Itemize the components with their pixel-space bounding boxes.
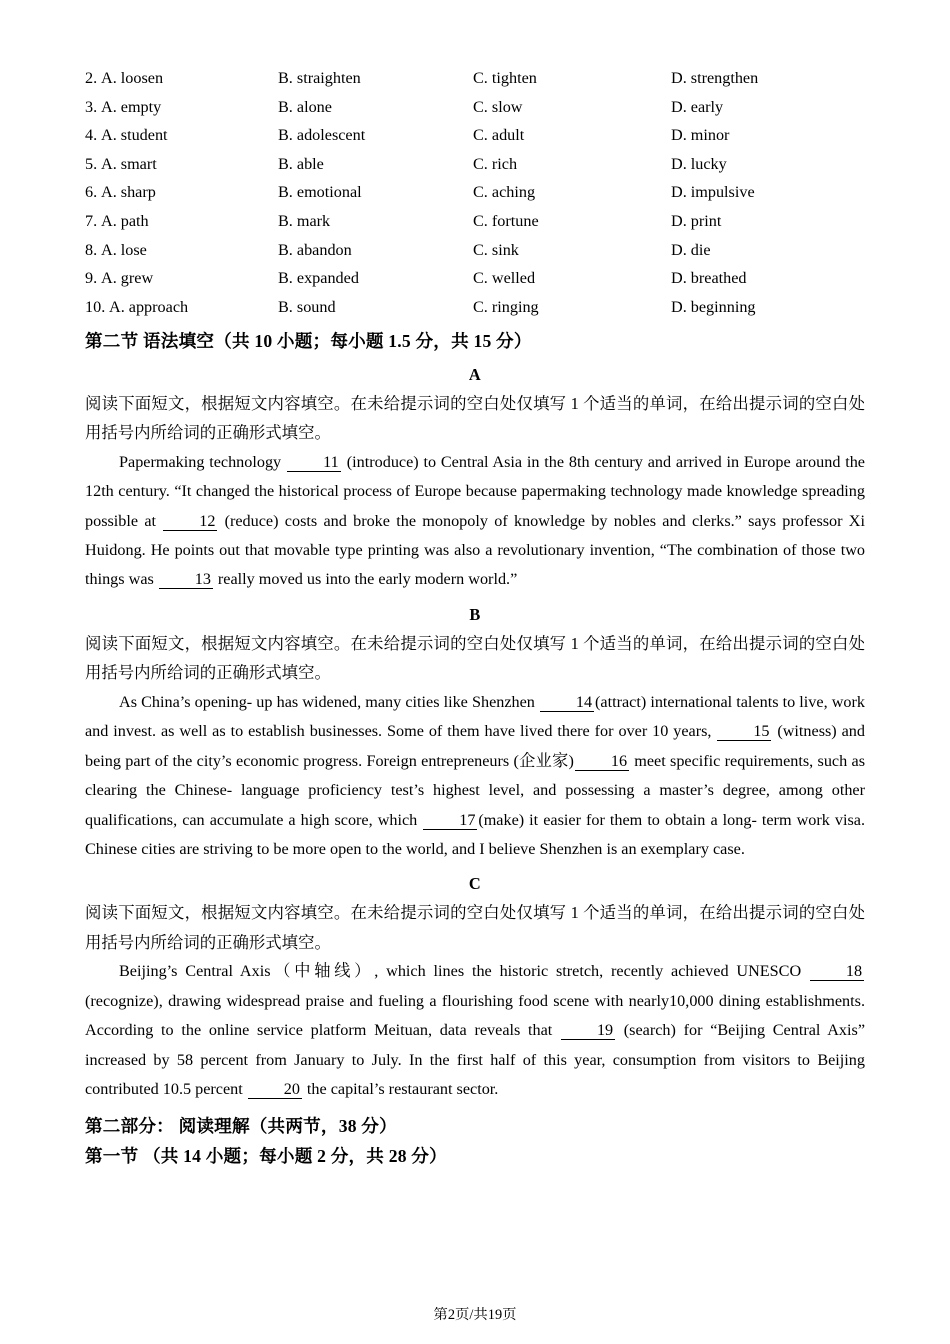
passage-c-part1: Beijing’s Central Axis（中轴线）, which lines the historic stretch, recently achieved UNESCO [119, 962, 809, 981]
part-two-subheading: 第一节 （共 14 小题；每小题 2 分，共 28 分） [85, 1145, 447, 1166]
choice-a-text: A. sharp [101, 183, 156, 202]
passage-letter-c: C [468, 874, 482, 894]
passage-b-part4: meet specific requirements, such as clearing the Chinese- language proficiency test’s highest level, and possessing a master’s degree, among other qualifications, can accumulate a high score, which [85, 751, 865, 829]
page-number-label: 第2页/共19页 [433, 1307, 517, 1323]
passage-letter-a: A [468, 364, 482, 384]
instruction-c: 阅读下面短文，根据短文内容填空。在未给提示词的空白处仅填写 1 个适当的单词，在给出提示词的空白处用括号内所给词的正确形式填空。 [85, 903, 865, 952]
choice-b: B. mark [278, 211, 331, 230]
choice-a: 3. [85, 97, 98, 116]
passage-a-part2: (introduce) to Central Asia in the 8th century and arrived in Europe around the 12th century. “It changed the historical process of Europe because papermaking technology made knowledge spreading possible at [85, 452, 865, 530]
table-row [85, 264, 865, 293]
choice-c: C. tighten [473, 69, 537, 87]
choice-a-text: A. empty [101, 97, 162, 116]
table-row [85, 93, 865, 122]
table-row [85, 150, 865, 179]
table-row [85, 293, 865, 322]
choice-c: C. ringing [473, 297, 539, 316]
choice-d: D. print [671, 211, 722, 230]
instruction-a: 阅读下面短文，根据短文内容填空。在未给提示词的空白处仅填写 1 个适当的单词，在给出提示词的空白处用括号内所给词的正确形式填空。 [85, 393, 865, 443]
choice-d: D. impulsive [671, 183, 755, 202]
choice-b: B. abandon [278, 240, 352, 259]
choice-b: B. sound [278, 297, 336, 316]
choice-b: B. alone [278, 97, 332, 116]
choice-d: D. lucky [671, 154, 727, 173]
choice-c: C. fortune [473, 211, 539, 230]
choice-d: D. beginning [671, 297, 756, 316]
instruction-b: 阅读下面短文，根据短文内容填空。在未给提示词的空白处仅填写 1 个适当的单词，在给出提示词的空白处用括号内所给词的正确形式填空。 [85, 633, 865, 683]
choice-d: D. die [671, 240, 711, 259]
blank-15[interactable]: 15 [717, 723, 771, 741]
choice-a: 10. [85, 297, 106, 316]
passage-b-text [85, 688, 865, 864]
choice-a: 8. [85, 240, 98, 259]
choice-d: D. early [671, 97, 724, 116]
passage-c-part4: the capital’s restaurant sector. [302, 1079, 499, 1098]
choice-b: B. straighten [278, 69, 361, 87]
choice-c: C. rich [473, 154, 518, 173]
choice-a: 7. [85, 211, 98, 230]
choice-c: C. sink [473, 240, 519, 259]
part-two-heading: 第二部分： 阅读理解（共两节，38 分） [85, 1116, 397, 1137]
multiple-choice-list [85, 64, 865, 321]
choice-a-text: A. approach [109, 297, 189, 316]
choice-a: 6. [85, 183, 98, 202]
choice-a-text: A. student [101, 126, 168, 145]
page-footer [0, 1303, 950, 1324]
choice-d: D. strengthen [671, 69, 759, 87]
passage-c-part2: (recognize), drawing widespread praise and fueling a flourishing food scene with nearly10,000 dining establishments. According to the online service platform Meituan, data reveals that [85, 991, 865, 1040]
table-row [85, 64, 865, 93]
table-row [85, 236, 865, 265]
section-two-heading: 第二节 语法填空（共 10 小题；每小题 1.5 分，共 15 分） [85, 331, 532, 352]
blank-16[interactable]: 16 [575, 753, 629, 771]
blank-19[interactable]: 19 [561, 1022, 615, 1040]
choice-a-text: A. grew [101, 269, 154, 288]
passage-c-text [85, 957, 865, 1104]
table-row [85, 178, 865, 207]
choice-c: C. adult [473, 126, 525, 145]
choice-b: B. expanded [278, 269, 359, 288]
choice-a-text: A. lose [101, 240, 147, 259]
passage-b-part3: (witness) and being part of the city’s economic progress. Foreign entrepreneurs (企业家) [85, 722, 865, 770]
table-row [85, 207, 865, 236]
choice-a: 9. [85, 269, 98, 288]
passage-a-part1: Papermaking technology [119, 452, 286, 471]
blank-20[interactable]: 20 [248, 1081, 302, 1099]
choice-c: C. slow [473, 97, 523, 116]
blank-17[interactable]: 17 [423, 812, 477, 830]
choice-b: B. emotional [278, 183, 362, 202]
choice-c: C. aching [473, 183, 536, 202]
passage-c-part3: (search) for “Beijing Central Axis” increased by 58 percent from January to July. In the first half of this year, consumption from visitors to Beijing contributed 10.5 percent [85, 1021, 866, 1098]
passage-a-part3: (reduce) costs and broke the monopoly of knowledge by nobles and clerks.” says professor Xi Huidong. He points out that movable type printing was also a revolutionary invention, “The combination of those two things was [85, 511, 865, 589]
choice-a-text: A. smart [101, 154, 157, 173]
blank-14[interactable]: 14 [540, 694, 594, 712]
choice-a: 4. [85, 126, 98, 145]
choice-b: B. able [278, 154, 324, 173]
blank-11[interactable]: 11 [287, 454, 341, 472]
passage-b-part2: (attract) international talents to live, work and invest. as well as to establish businesses. Some of them have lived there for over 10 years, [85, 692, 865, 741]
passage-b-part1: As China’s opening- up has widened, many cities like Shenzhen [119, 692, 540, 711]
table-row [85, 121, 865, 150]
choice-a-text: A. path [101, 211, 149, 230]
passage-b-part5: (make) it easier for them to obtain a long- term work visa. Chinese cities are striving to be more open to the world, and I believe Shenzhen is an exemplary case. [85, 810, 865, 858]
blank-12[interactable]: 12 [163, 513, 217, 531]
choice-a: 5. [85, 154, 98, 173]
passage-a-text [85, 448, 865, 595]
choice-a-text: A. loosen [101, 69, 164, 87]
choice-d: D. minor [671, 126, 730, 145]
blank-18[interactable]: 18 [810, 963, 864, 981]
passage-a-part4: really moved us into the early modern world.” [213, 570, 518, 589]
choice-a: 2. [85, 69, 98, 87]
choice-d: D. breathed [671, 269, 747, 288]
choice-b: B. adolescent [278, 126, 366, 145]
blank-13[interactable]: 13 [159, 571, 213, 589]
choice-c: C. welled [473, 269, 536, 288]
passage-letter-b: B [469, 604, 481, 624]
